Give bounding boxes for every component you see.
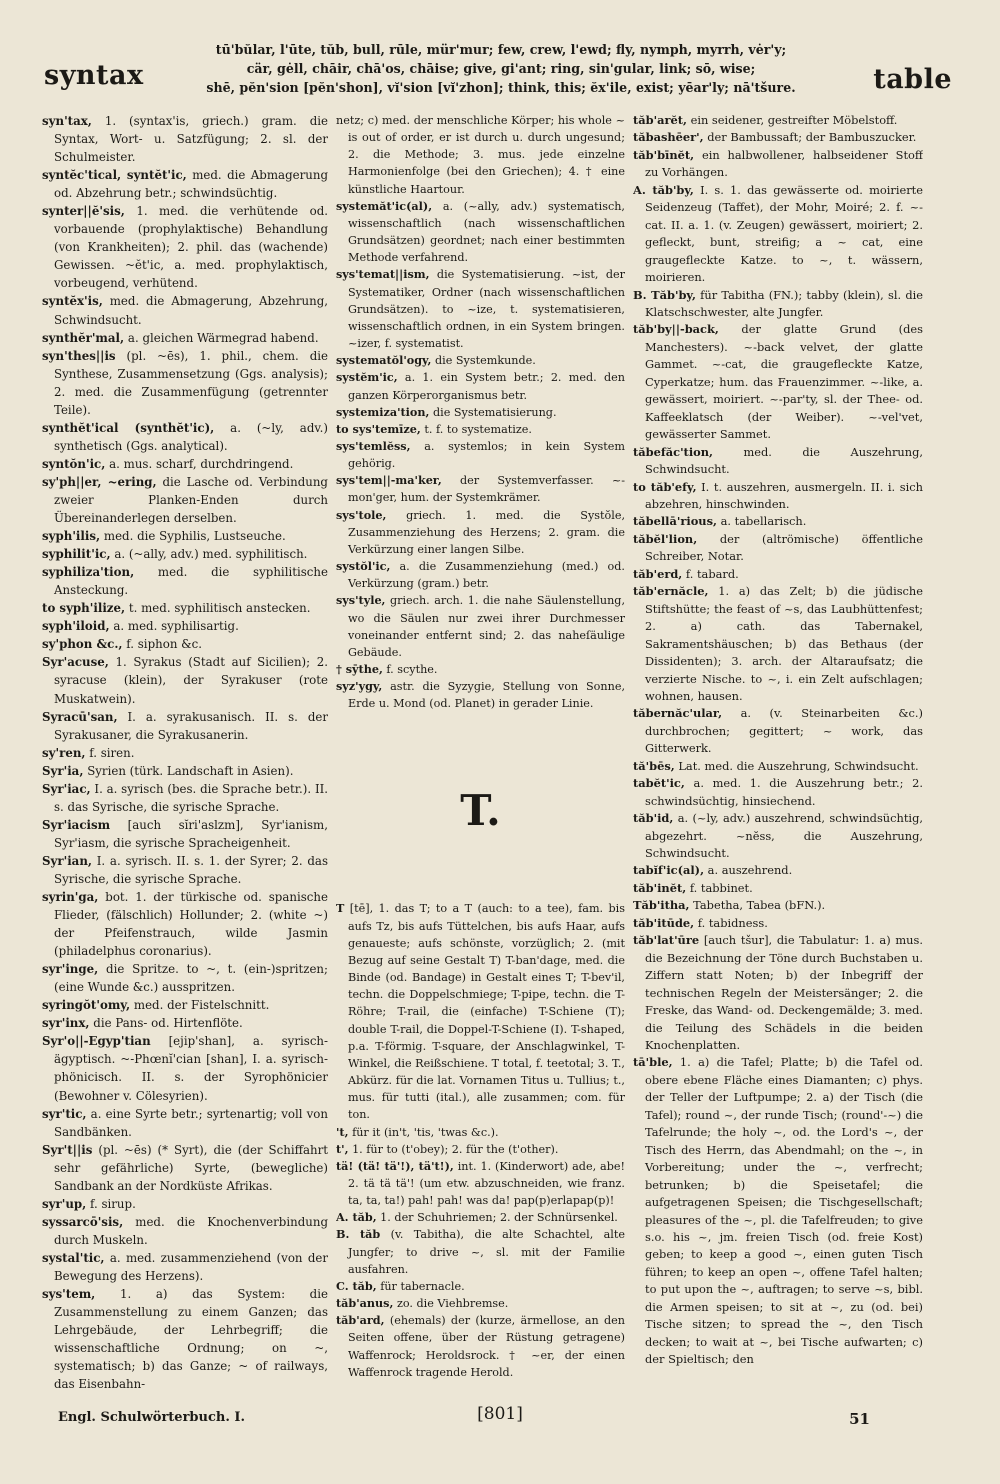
dictionary-entry — [336, 678, 625, 712]
dictionary-entry — [336, 421, 625, 438]
entry-headword: tăb'by||-back, — [633, 322, 719, 337]
dictionary-entry — [633, 915, 923, 932]
dictionary-entry — [42, 455, 328, 473]
dictionary-entry — [336, 438, 625, 472]
entry-definition: I. a. syrisch (bes. die Sprache betr.). II. s. das Syrische, die syrische Sprache. — [54, 781, 328, 814]
entry-headword: systematŏl'ogy, — [336, 353, 432, 368]
entry-headword: tăb'ernăcle, — [633, 584, 709, 599]
entry-headword: tăbashēer', — [633, 130, 704, 145]
dictionary-entry — [42, 708, 328, 744]
dictionary-entry — [42, 653, 328, 707]
entry-headword: syr'tic, — [42, 1106, 87, 1121]
column-3 — [633, 112, 923, 1396]
entry-headword: tăb'ard, — [336, 1313, 385, 1328]
dictionary-entry — [42, 852, 328, 888]
entry-headword: tăb'lat'ūre — [633, 933, 700, 948]
dictionary-entry — [336, 558, 625, 592]
dictionary-entry — [42, 1213, 328, 1249]
entry-headword: tăb'id, — [633, 811, 674, 826]
entry-headword: B. Tăb'by, — [633, 287, 696, 302]
entry-definition: I. a. syrisch. II. s. 1. der Syrer; 2. das Syrische, die syrische Sprache. — [54, 853, 328, 886]
dictionary-entry — [42, 202, 328, 292]
entry-definition: f. tabard. — [685, 566, 739, 581]
entry-definition: med. die Knochenverbindung durch Muskeln. — [54, 1214, 328, 1247]
dictionary-entry — [336, 900, 625, 1123]
dictionary-entry — [42, 329, 328, 347]
dictionary-entry — [336, 507, 625, 558]
entry-definition: netz; c) med. der menschliche Körper; his whole ~ is out of order, er ist durch u. durch ungesund; 2. die Methode; 3. mus. jede einzelne Harmonienfolge (bei den Griechen); 4. † eine künstliche Haartour. — [336, 114, 625, 196]
dictionary-entry — [633, 566, 923, 583]
entry-headword: tăbĕl'lion, — [633, 531, 698, 546]
dictionary-entry — [42, 1032, 328, 1104]
entry-definition: t. med. syphilitisch anstecken. — [128, 601, 311, 616]
entry-headword: tăbernăc'ular, — [633, 706, 723, 721]
entry-definition: a. med. 1. die Auszehrung betr.; 2. schwindsüchtig, hinsiechend. — [645, 776, 923, 808]
entry-definition: (pl. ~ēs), 1. phil., chem. die Synthese, Zusammensetzung (Ggs. analysis); 2. med. die Zusammenfügung (getrennter Teile). — [54, 348, 328, 417]
dictionary-entry — [633, 321, 923, 443]
entry-definition: a. (~ally, adv.) systematisch, wissenschaftlich (nach wissenschaftlichen Grundsätzen) geordnet; nach einer bestimmten Methode verfahrend. — [348, 199, 625, 265]
dictionary-entry — [633, 479, 923, 514]
entry-headword: Syr'iac, — [42, 781, 91, 796]
dictionary-entry — [42, 617, 328, 635]
entry-definition: der Systemverfasser. ~-mon'ger, hum. der Systemkrämer. — [348, 474, 625, 505]
dictionary-entry — [42, 347, 328, 419]
dictionary-entry — [42, 527, 328, 545]
entry-headword: to sys'temīze, — [336, 421, 421, 436]
entry-headword: systemiza'tion, — [336, 404, 430, 419]
dictionary-entry — [42, 599, 328, 617]
entry-definition: a. (~ally, adv.) med. syphilitisch. — [114, 547, 308, 562]
entry-headword: synthĕt'ical (synthĕt'ic), — [42, 420, 215, 435]
entry-definition: der Bambussaft; der Bambuszucker. — [707, 130, 917, 145]
entry-definition: 1. med. die verhütende od. vorbauende (prophylaktische) Behandlung (von Krankheiten); 2. phil. das (wachende) Gewissen. ~ĕt'ic, a. med. prophylaktisch, vorbeugend, verhütend. — [54, 204, 328, 291]
entry-definition: med. der Fistelschnitt. — [133, 998, 270, 1013]
entry-definition: I. a. syrakusanisch. II. s. der Syrakusaner, die Syrakusanerin. — [54, 709, 328, 742]
entry-definition: die Systematisierung. — [432, 405, 557, 419]
dictionary-entry — [42, 112, 328, 166]
dictionary-entry — [336, 352, 625, 369]
column-2 — [336, 112, 625, 1396]
entry-headword: syphiliza'tion, — [42, 565, 135, 580]
dictionary-entry — [42, 166, 328, 202]
entry-definition: med. die syphilitische Ansteckung. — [54, 565, 328, 598]
dictionary-entry — [336, 1124, 625, 1141]
entry-headword: Tăb'itha, — [633, 898, 690, 913]
dictionary-entry — [336, 472, 625, 506]
entry-headword: systemăt'ic(al), — [336, 198, 433, 213]
entry-definition: Lat. med. die Auszehrung, Schwindsucht. — [678, 758, 919, 773]
entry-definition: I. s. 1. das gewässerte od. moirierte Seidenzeug (Taffet), der Mohr, Moiré; 2. f. ~-cat. II. a. 1. (v. Zeugen) gewässert, moiriert; 2. gefleckt, bunt, streifig; a ~ cat, eine graugefleckte Katze. to ~, t. wässern, moirieren. — [645, 182, 923, 285]
pronunciation-key-line: tū'bŭlar, l'ūte, tŭb, bull, rūle, mür'mur; few, crew, l'ewd; fly, nymph, myrrh, vėr'y; — [215, 42, 787, 57]
entry-definition: die Spritze. to ~, t. (ein-)spritzen; (eine Wunde &c.) ausspritzen. — [54, 962, 328, 995]
entry-definition: f. siphon &c. — [126, 637, 203, 652]
dictionary-entry — [42, 996, 328, 1014]
entry-headword: systal'tic, — [42, 1250, 105, 1265]
dictionary-entry — [633, 705, 923, 757]
entry-headword: Syr'ia, — [42, 763, 84, 778]
entry-definition: 1. a) das Zelt; b) die jüdische Stiftshütte; the feast of ~s, das Laubhüttenfest; 2. a) cath. das Tabernakel, Sakramentshäuschen; b) das Bethaus (der Dissidenten); 3. arch. der Altaraufsatz; die verzierte Nische. to ~, i. ein Zelt aufschlagen; wohnen, hausen. — [645, 584, 923, 703]
entry-definition: a. med. zusammenziehend (von der Bewegung des Herzens). — [54, 1250, 328, 1283]
dictionary-entry — [336, 592, 625, 661]
entry-headword: A. tăb'by, — [633, 182, 694, 197]
entry-definition: a. gleichen Wärmegrad habend. — [127, 330, 319, 345]
entry-definition: 1. a) das System: die Zusammenstellung zu einem Ganzen; das Lehrgebäude, der Lehrbegriff; die wissenschaftliche Ordnung; on ~, systematisch; b) das Ganze; ~ of railways, das Eisenbahn- — [54, 1287, 328, 1392]
dictionary-entry — [42, 960, 328, 996]
dictionary-entry — [42, 473, 328, 527]
footer-sheet-number: [801] — [477, 1404, 523, 1424]
dictionary-entry — [633, 810, 923, 862]
dictionary-entry — [633, 583, 923, 705]
entry-headword: syn'thes||is — [42, 348, 116, 363]
entry-headword: syrin'ga, — [42, 890, 99, 905]
entry-definition: astr. die Syzygie, Stellung von Sonne, Erde u. Mond (od. Planet) in gerader Linie. — [348, 680, 625, 711]
dictionary-entry — [336, 1295, 625, 1312]
entry-headword: syz'ygy, — [336, 679, 383, 694]
entry-definition: int. 1. (Kinderwort) ade, abe! 2. tä tä tä'! (um etw. abzuschneiden, wie franz. ta, ta, ta!) pah! pah! was da! pap(p)erlapap(p)! — [348, 1159, 625, 1208]
entry-headword: syntĕx'is, — [42, 294, 103, 309]
dictionary-entry — [336, 661, 625, 678]
entry-headword: 't, — [336, 1124, 349, 1139]
entry-headword: tăb'erd, — [633, 566, 683, 581]
guide-word-right: table — [873, 64, 952, 95]
entry-headword: tăb'anus, — [336, 1296, 394, 1311]
entry-headword: B. tăb — [336, 1227, 381, 1242]
entry-definition: griech. arch. 1. die nahe Säulenstellung, wo die Säulen nur zwei ihrer Durchmesser voneinander entfernt sind; 2. das naheſäulige Gebäude. — [348, 594, 625, 659]
entry-headword: syphilit'ic, — [42, 547, 111, 562]
dictionary-entry — [633, 775, 923, 810]
pronunciation-key — [196, 40, 806, 97]
entry-headword: systŏl'ic, — [336, 559, 391, 574]
entry-definition: a. (v. Steinarbeiten &c.) durchbrochen; gegittert; ~ work, das Gitterwerk. — [645, 706, 923, 756]
entry-headword: † sȳthe, — [336, 662, 383, 676]
entry-headword: Syr't||is — [42, 1142, 93, 1157]
dictionary-entry — [633, 513, 923, 530]
dictionary-entry — [336, 404, 625, 421]
entry-headword: synthĕr'mal, — [42, 330, 125, 345]
entry-definition: ein halbwollener, halbseidener Stoff zu Vorhängen. — [645, 147, 923, 180]
entry-definition: die Systematisierung. ~ist, der Systematiker, Ordner (nach wissenschaftlichen Grundsätzen). to ~ize, t. systematisieren, wissenschaftlich ordnen, in ein System bringen. ~izer, f. systematist. — [348, 268, 625, 351]
dictionary-entry — [42, 1105, 328, 1141]
entry-definition: f. tabbinet. — [689, 880, 753, 895]
entry-definition: a. auszehrend. — [707, 863, 793, 878]
entry-headword: sys'temat||ism, — [336, 267, 430, 282]
entry-headword: sy'ren, — [42, 745, 86, 760]
entry-definition: für Tabitha (FN.); tabby (klein), sl. die Klatschschwester, alte Jungfer. — [645, 287, 923, 319]
entry-headword: syntĕc'tical, syntĕt'ic, — [42, 168, 187, 183]
entry-headword: sys'tem||-ma'ker, — [336, 473, 442, 488]
dictionary-entry — [633, 129, 923, 146]
entry-definition: die Pans- od. Hirtenflöte. — [93, 1016, 243, 1031]
dictionary-entry — [42, 1249, 328, 1285]
entry-definition: a. eine Syrte betr.; syrtenartig; voll von Sandbänken. — [54, 1106, 328, 1139]
entry-headword: Syr'acuse, — [42, 655, 109, 670]
entry-headword: to syph'ilize, — [42, 601, 126, 616]
entry-definition: f. sirup. — [90, 1196, 136, 1211]
dictionary-entry — [633, 862, 923, 879]
entry-definition: 1. (syntax'is, griech.) gram. die Syntax, Wort- u. Satzfügung; 2. sl. der Schulmeister. — [54, 114, 328, 165]
dictionary-entry — [336, 1158, 625, 1209]
dictionary-entry — [336, 1312, 625, 1381]
entry-headword: sy'ph||er, ~ering, — [42, 474, 157, 489]
entry-headword: t', — [336, 1141, 349, 1156]
dictionary-entry — [336, 266, 625, 352]
dictionary-entry — [42, 292, 328, 328]
entry-headword: Syr'o||-Egyp'tian — [42, 1034, 151, 1049]
entry-definition: zo. die Viehbremse. — [396, 1297, 509, 1311]
dictionary-entry — [633, 880, 923, 897]
entry-definition: 1. der Schuhriemen; 2. der Schnürsenkel. — [380, 1211, 618, 1225]
dictionary-entry — [633, 112, 923, 129]
entry-headword: syr'inge, — [42, 962, 99, 977]
entry-definition: a. die Zusammenziehung (med.) od. Verkürzung (gram.) betr. — [348, 560, 625, 591]
dictionary-entry — [633, 897, 923, 914]
dictionary-entry — [633, 147, 923, 182]
entry-definition: f. scythe. — [386, 663, 438, 676]
entry-definition: 1. a) die Tafel; Platte; b) die Tafel od. obere ebene Fläche eines Diamanten; c) phys. der Teller der Luftpumpe; 2. a) der Tisch (die Tafel); round ~, der runde Tisch; (round'-~) die Tafelrunde; the holy ~, od. the Lord's ~, der Tisch des Herrn, das Abendmahl; on the ~, in Vorbereitung; under the ~, verfrecht; betrunken; b) die Speisetafel; die aufgetragenen Speisen; die Tischgesellschaft; pleasures of the ~, pl. die Tafelfreuden; to give s.o. his ~, jm. freien Tisch (od. freie Kost) geben; to keep a good ~, einen guten Tisch führen; to keep an open ~, offene Tafel halten; to put upon the ~, auftragen; to serve ~s, bibl. die Armen speisen; to sit at ~, zu (od. bei) Tische sitzen; to spread the ~, den Tisch decken; to wait at ~, bei Tische aufwarten; c) der Spieltisch; den — [645, 1055, 923, 1367]
dictionary-entry — [42, 888, 328, 960]
entry-definition: [ejip'shan], a. syrisch-ägyptisch. ~-Phœnĭ'cian [shan], I. a. syrisch-phönicisch. II. s. der Syrophönicier (Bewohner v. Cölesyrien). — [54, 1034, 328, 1103]
entry-headword: tabĭf'ic(al), — [633, 863, 705, 878]
entry-definition: a. 1. ein System betr.; 2. med. den ganzen Körperorganismus betr. — [348, 371, 625, 402]
entry-definition: a. tabellarisch. — [720, 514, 807, 529]
entry-headword: syringŏt'omy, — [42, 998, 131, 1013]
section-letter: T. — [460, 786, 501, 836]
dictionary-entry — [336, 1278, 625, 1295]
entry-headword: to tăb'efy, — [633, 479, 697, 494]
entry-definition: (ehemals) der (kurze, ärmellose, an den Seiten offene, über der Rüstung getragene) Waffenrock; Heroldsrock. † ~er, der einen Waffenrock tragende Herold. — [348, 1314, 625, 1379]
entry-definition: für tabernacle. — [380, 1279, 465, 1293]
entry-definition: a. (~ly, adv.) synthetisch (Ggs. analytical). — [54, 420, 328, 453]
entry-headword: Syracū'san, — [42, 709, 118, 724]
entry-headword: Syr'iacism — [42, 817, 111, 832]
entry-headword: sys'tem, — [42, 1287, 96, 1302]
entry-definition: (pl. ~ēs) (* Syrt), die (der Schiffahrt sehr gefährliche) Syrte, (bewegliche) Sandbank an der Nordküste Afrikas. — [54, 1142, 328, 1193]
entry-headword: synter||ĕ'sis, — [42, 204, 125, 219]
pronunciation-key-line: cär, gėll, chāir, chā'os, chāise; give, gi'ant; ring, sin'gular, link; sō, wise; — [246, 61, 756, 76]
entry-definition: (v. Tabitha), die alte Schachtel, alte Jungfer; to drive ~, sl. mit der Familie ausfahren. — [348, 1228, 625, 1276]
entry-definition: med. die Abmagerung od. Abzehrung betr.; schwindsüchtig. — [54, 168, 328, 201]
entry-definition: bot. 1. der türkische od. spanische Flieder, (fälschlich) Hollunder; 2. (white ~) der Pfeifenstrauch, wilde Jasmin (philadelphus coronarius). — [54, 890, 328, 959]
entry-definition: a. systemlos; in kein System gehörig. — [348, 439, 625, 471]
entry-headword: A. tăb, — [336, 1210, 377, 1225]
entry-definition: a. mus. scharf, durchdringend. — [109, 456, 294, 471]
entry-definition: [auch tšur], die Tabulatur: 1. a) mus. die Bezeichnung der Töne durch Buchstaben u. Ziffern statt Noten; b) der Inbegriff der technischen Regeln der Meistersänger; 2. die Freske, das Wand- od. Deckengemälde; 3. med. die Teilung des Schädels in die beiden Knochenplatten. — [645, 933, 923, 1053]
dictionary-entry — [42, 419, 328, 455]
entry-definition: a. med. syphilisartig. — [113, 619, 239, 634]
dictionary-entry — [42, 1285, 328, 1393]
footer-book-title: Engl. Schulwörterbuch. I. — [58, 1410, 245, 1425]
dictionary-entry — [42, 816, 328, 852]
entry-definition: I. t. auszehren, ausmergeln. II. i. sich abzehren, hinschwinden. — [645, 479, 923, 511]
dictionary-entry — [42, 635, 328, 653]
entry-definition: griech. 1. med. die Systŏle, Zusammenziehung des Herzens; 2. gram. die Verkürzung einer langen Silbe. — [348, 508, 625, 556]
entry-definition: Tabetha, Tabea (bFN.). — [693, 898, 826, 913]
dictionary-entry — [633, 1054, 923, 1368]
dictionary-entry — [336, 1209, 625, 1226]
entry-definition: der (altrömische) öffentliche Schreiber, Notar. — [645, 531, 923, 564]
entry-definition: die Systemkunde. — [434, 354, 536, 368]
entry-definition: med. die Auszehrung, Schwindsucht. — [645, 444, 923, 477]
dictionary-entry — [633, 182, 923, 287]
entry-headword: tabĕt'ic, — [633, 776, 685, 791]
entry-definition: med. die Syphilis, Lustseuche. — [103, 529, 286, 544]
entry-definition: t. f. to systematize. — [424, 422, 532, 436]
entry-definition: [auch sĭri'aslzm], Syr'ianism, Syr'iasm, die syrische Spracheigenheit. — [54, 817, 328, 850]
entry-definition: der glatte Grund (des Manchesters). ~-back velvet, der glatte Gammet. ~-cat, die graugefleckte Katze, Cyperkatze; hum. das Frauenzimmer. ~-like, a. gewässert, moiriert. ~-par'ty, sl. der Thee- od. Kaffeeklatsch (der Weiber). ~-vel'vet, gewässerter Sammet. — [645, 322, 923, 442]
dictionary-entry — [42, 780, 328, 816]
page-header — [0, 30, 1000, 98]
entry-headword: sy'phon &c., — [42, 637, 123, 652]
entry-headword: tăb'itūde, — [633, 915, 695, 930]
entry-headword: tä! (tä! tä'!), tä't!), — [336, 1158, 454, 1173]
entry-headword: C. tăb, — [336, 1278, 377, 1293]
entry-headword: syph'iloid, — [42, 619, 110, 634]
entry-headword: tăbefăc'tion, — [633, 444, 713, 459]
dictionary-entry — [633, 531, 923, 566]
entry-headword: syn'tax, — [42, 114, 92, 128]
entry-definition: Syrien (türk. Landschaft in Asien). — [87, 763, 294, 778]
page-number: 51 — [849, 1410, 870, 1428]
entry-definition: f. tabidness. — [697, 915, 768, 930]
dictionary-entry — [42, 744, 328, 762]
entry-definition: die Lasche od. Verbindung zweier Planken-Enden durch Übereinanderlegen derselben. — [54, 474, 328, 526]
entry-definition: a. (~ly, adv.) auszehrend, schwindsüchtig, abgezehrt. ~nĕss, die Auszehrung, Schwindsucht. — [645, 811, 923, 861]
entry-definition: med. die Abmagerung, Abzehrung, Schwindsucht. — [54, 294, 328, 327]
entry-definition: ein seidener, gestreifter Möbelstoff. — [690, 113, 898, 127]
dictionary-entry — [633, 444, 923, 479]
dictionary-entry — [42, 563, 328, 599]
dictionary-entry — [336, 198, 625, 267]
dictionary-entry — [336, 369, 625, 403]
dictionary-entry — [42, 1141, 328, 1195]
entry-headword: syr'up, — [42, 1196, 87, 1211]
entry-headword: sys'tole, — [336, 507, 387, 522]
dictionary-entry — [633, 932, 923, 1054]
entry-headword: syr'inx, — [42, 1016, 90, 1031]
entry-definition: für it (in't, 'tis, 'twas &c.). — [352, 1125, 499, 1139]
dictionary-entry — [42, 1014, 328, 1032]
entry-headword: T — [336, 901, 345, 916]
entry-headword: tăb'arĕt, — [633, 113, 687, 127]
entry-headword: tă'bēs, — [633, 758, 675, 773]
guide-word-left: syntax — [44, 60, 144, 91]
entry-headword: tăbellā'rious, — [633, 514, 717, 529]
dictionary-entry — [336, 1226, 625, 1277]
dictionary-entry — [42, 545, 328, 563]
entry-headword: systĕm'ic, — [336, 370, 398, 385]
dictionary-entry — [633, 758, 923, 775]
entry-headword: sys'temlĕss, — [336, 438, 411, 453]
dictionary-entry — [336, 112, 625, 198]
dictionary-entry — [42, 1195, 328, 1213]
dictionary-entry — [633, 287, 923, 322]
column-1 — [42, 112, 328, 1396]
entry-definition: 1. für to (t'obey); 2. für the (t'other). — [352, 1142, 559, 1156]
entry-headword: syntŏn'ic, — [42, 456, 106, 471]
entry-headword: tăb'bīnĕt, — [633, 147, 695, 162]
dictionary-entry — [42, 762, 328, 780]
entry-definition: [tē], 1. das T; to a T (auch: to a tee), fam. bis aufs Tz, bis aufs Tüttelchen, bis aufs Haar, aufs genaueste; aufs schönste, vorzüglich; 2. (mit Bezug auf seine Gestalt T) T-ban'dage, med. die Binde (od. Bandage) in Gestalt eines T; T-bev'il, techn. die Doppelschmiege; T-pipe, techn. die T-Röhre; T-rail, die (einfache) T-Schiene (T); double T-rail, die Doppel-T-Schiene (I). T-shaped, p.a. T-förmig. T-square, der Anschlagwinkel, T-Winkel, die Reißschiene. T total, f. teetotal; 3. T., Abkürz. für die lat. Vornamen Titus u. Tullius; t., mus. für tutti (ital.), alle zusammen; com. für ton. — [348, 902, 625, 1122]
dictionary-entry — [336, 1141, 625, 1158]
entry-headword: Syr'ian, — [42, 853, 93, 868]
pronunciation-key-line: shē, pĕn'sion [pĕn'shon], vĭ'sion [vĭ'zhon]; think, this; ĕx'ile, exist; yēar'ly; nā'tšure. — [206, 80, 796, 95]
entry-definition: 1. Syrakus (Stadt auf Sicilien); 2. syracuse (klein), der Syrakuser (rote Muskatwein). — [54, 655, 328, 706]
entry-headword: syssarcō'sis, — [42, 1214, 124, 1229]
entry-headword: syph'ilis, — [42, 529, 101, 544]
entry-headword: tā'ble, — [633, 1055, 673, 1070]
entry-definition: f. siren. — [89, 745, 135, 760]
entry-headword: sys'tyle, — [336, 593, 386, 608]
entry-headword: tăb'inĕt, — [633, 880, 687, 895]
